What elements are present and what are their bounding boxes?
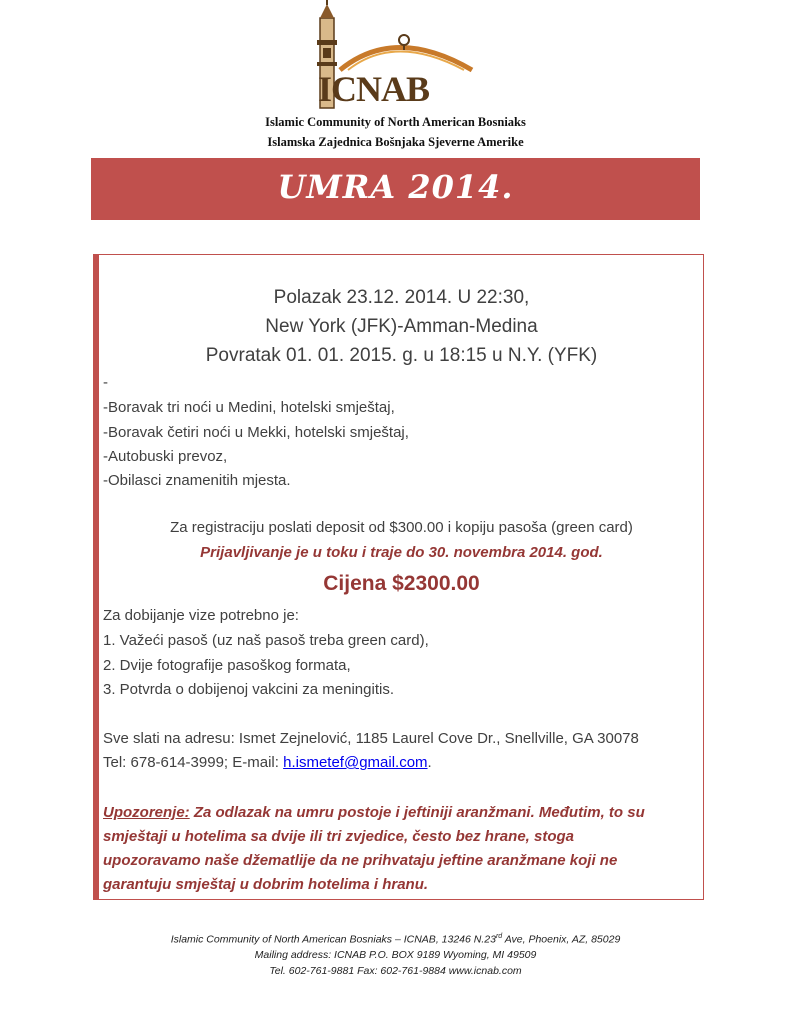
warning-block <box>103 801 693 897</box>
itinerary-item: -Boravak četiri noći u Mekki, hotelski smještaj, <box>103 424 409 441</box>
visa-item: 3. Potvrda o dobijenoj vakcini za meningitis. <box>103 681 394 698</box>
warning-text: Za odlazak na umru postoje i jeftiniji aranžmani. Međutim, to su <box>189 804 645 821</box>
warning-line: smještaji u hotelima sa dvije ili tri zvjedice, često bez hrane, stoga <box>103 828 574 845</box>
logo-wordmark-text: ICNAB <box>318 69 430 109</box>
email-link[interactable]: h.ismetef@gmail.com <box>283 754 428 771</box>
footer-address <box>0 933 791 946</box>
itinerary-item: -Boravak tri noći u Medini, hotelski smještaj, <box>103 399 395 416</box>
footer-address-b: Ave, Phoenix, AZ, 85029 <box>502 933 621 946</box>
contact-address: Sve slati na adresu: Ismet Zejnelović, 1185 Laurel Cove Dr., Snellville, GA 30078 <box>103 730 639 747</box>
visa-item: 1. Važeći pasoš (uz naš pasoš treba green card), <box>103 632 429 649</box>
page-title: UMRA 2014. <box>277 168 514 206</box>
footer-address-sup: rd <box>495 933 503 940</box>
trip-route: New York (JFK)-Amman-Medina <box>265 316 538 337</box>
contact-suffix: . <box>427 754 432 771</box>
title-banner <box>91 158 700 220</box>
warning-line: upozoravamo naše džematlije da ne prihvataju jeftine aranžmane koji ne <box>103 852 618 869</box>
warning-label: Upozorenje: <box>103 804 190 821</box>
warning-line: garantuju smještaj u dobrim hotelima i hranu. <box>103 876 429 893</box>
price-label: Cijena $2300.00 <box>323 572 480 595</box>
itinerary-item: -Obilasci znamenitih mjesta. <box>103 472 291 489</box>
visa-intro: Za dobijanje vize potrebno je: <box>103 607 299 624</box>
logo-wordmark <box>318 70 478 108</box>
trip-return: Povratak 01. 01. 2015. g. u 18:15 u N.Y. (YFK) <box>205 345 598 366</box>
footer-address-a: Islamic Community of North American Bosniaks – ICNAB, 13246 N.23 <box>170 933 496 946</box>
contact-line <box>103 754 432 771</box>
footer-mailing: Mailing address: ICNAB P.O. BOX 9189 Wyoming, MI 49509 <box>254 949 537 961</box>
contact-phone: Tel: 678-614-3999; E-mail: <box>103 754 284 771</box>
registration-text: Za registraciju poslati deposit od $300.00 i kopiju pasoša (green card) <box>170 519 633 536</box>
itinerary-item: -Autobuski prevoz, <box>103 448 228 465</box>
registration-deadline: Prijavljivanje je u toku i traje do 30. novembra 2014. god. <box>200 544 603 561</box>
visa-item: 2. Dvije fotografije pasoškog formata, <box>103 657 351 674</box>
itinerary-item: - <box>103 374 108 391</box>
warning-line <box>103 801 693 825</box>
trip-departure: Polazak 23.12. 2014. U 22:30, <box>273 287 530 308</box>
org-name-english: Islamic Community of North American Bosniaks <box>265 115 526 129</box>
footer-contact: Tel. 602-761-9881 Fax: 602-761-9884 www.icnab.com <box>269 965 522 977</box>
org-name-bosnian: Islamska Zajednica Bošnjaka Sjeverne Amerike <box>267 135 524 149</box>
